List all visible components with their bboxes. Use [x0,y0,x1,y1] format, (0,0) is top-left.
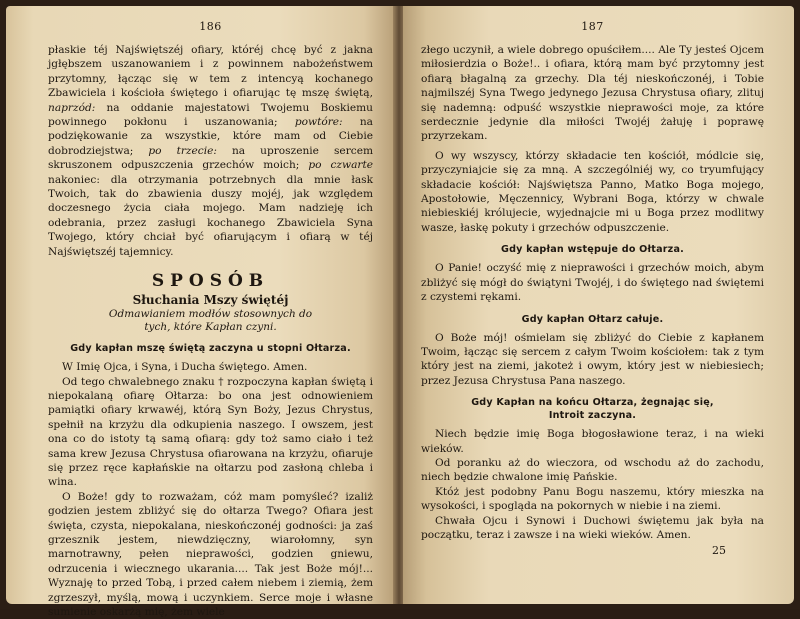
text: nakoniec: dla otrzymania potrzebnych dla mnie łask Twoich, tak do zbawienia duszy mojéj, jak względem doczesnego życia ciała mojego. Mam nadzieję ich odebrania, przez zasługi kochanego Zbawiciela Syna Twojego, który chciał być ofiarującym i ofiarą w téj Najświętszéj tajemnicy. [48,173,373,258]
text: płaskie téj Najświętszéj ofiary, któréj chcę być z jakna jgłębszem uszanowaniem i z powinnem nabożeństwem przytomny, łącząc się w tem z intencyą kochanego Zbawiciela i kościoła świętego i ofiarując tę mszę świętą, [48,44,373,100]
paragraph: O Boże mój! ośmielam się zbliżyć do Ciebie z kapłanem Twoim, łącząc się sercem z całym Twoim kościołem: tak z tym który jest na ziemi, jakoteż i owym, który jest w niebiesiech; przez Jezusa Chrystusa Pana naszego. [421,331,764,387]
paragraph: O Panie! oczyść mię z nieprawości i grzechów moich, abym zbliżyć się mógł do świątyni Twojéj, i do świętego nad świętemi z czystemi rękami. [421,262,764,304]
page-number: 186 [199,20,222,33]
page-number: 187 [581,20,604,33]
text: na podziękowanie za wszystkie, które mam od Ciebie dobrodziejstwa; [48,116,373,157]
left-page [6,6,395,618]
section-title: SPOSÓB [151,271,270,292]
paragraph: Od tego chwalebnego znaku † rozpoczyna kapłan świętą i niepokalaną ofiarę Ołtarza: bo ona jest odnowieniem pamiątki ofiary krwawéj, którą Syn Boży, Jezus Chrystus, spełnił na krzyżu dla odkupienia naszego. I owszem, jest ona co do istoty tą samą ofiarą: gdy toż samo ciało i też sama krew Jezusa Chrystusa ofiarowana na krzyżu, ofiaruje się przez ręce kapłańskie na ołtarzu pod zasłoną chleba i wina. [48,375,373,489]
section-subline: Odmawianiem modłów stosownych do [108,308,313,321]
rubric-heading: Introit zaczyna. [548,410,637,422]
paragraph: O Boże! gdy to rozważam, cóż mam pomyśleć? izaliż godzien jestem zbliżyć się do ołtarza Twego? Ofiara jest święta, czysta, niepokalana, nieskończonéj godności: ja zaś grzesznik jestem, niewdzięczny, wiarołomny, syn marnotrawny, pełen nieprawości, godzien gniewu, odrzucenia i wiecznego ukarania.... Tak jest Boże mój!... Wyznaję to przed Tobą, i przed całem niebem i ziemią, żem zgrzeszył, myślą, mową i uczynkiem. Serce moje i własne sumienie oskarżą mię, żem wiele [48,490,373,618]
paragraph: Któż jest podobny Panu Bogu naszemu, który mieszka na wysokości, i spogląda na pokornych w niebie i na ziemi. [421,485,764,513]
paragraph: Chwała Ojcu i Synowi i Duchowi świętemu jak była na początku, teraz i zawsze i na wieki wieków. Amen. [421,514,764,541]
section-subtitle: Słuchania Mszy świętéj [132,293,289,308]
rubric-heading: Gdy kapłan mszę świętą zaczyna u stopni Ołtarza. [70,343,351,355]
emphasis: po czwarte [308,159,373,172]
rubric-heading: Gdy kapłan wstępuje do Ołtarza. [501,244,684,256]
emphasis: po trzecie: [148,144,217,157]
paragraph: Niech będzie imię Boga błogosławione teraz, i na wieki wieków. [421,428,764,455]
emphasis: naprzód: [48,101,96,114]
signature-mark: 25 [712,544,726,557]
rubric-heading: Gdy Kapłan na końcu Ołtarza, żegnając się, [471,397,714,409]
right-page [403,6,794,604]
section-subline: tych, które Kapłan czyni. [144,321,277,334]
paragraph: złego uczynił, a wiele dobrego opuściłem.... Ale Ty jesteś Ojcem miłosierdzia o Boże!.. i ofiara, którą mam być przytomny jest ofiarą błagalną za grzechy. Dla téj nieskończonéj, i Tobie najmilszéj Syna Twego jedynego Jezusa Chrystusa ofiary, zlituj się nademną: odpuść wszystkie nieprawości moje, za które serdecznie jedynie dla miłości Twojéj żałuję i poprawę przyrzekam. [421,44,764,143]
text: na uproszenie sercem skruszonem odpuszczenia grzechów moich; [48,144,374,172]
paragraph: O wy wszyscy, którzy składacie ten kościół, módlcie się, przyczyniajcie się za mną. A szczególniéj wy, co tryumfujący składacie kościół: Najświętsza Panno, Matko Boga mojego, Apostołowie, Męczennicy, Wybrani Boga, którzy w chwale niebieskiéj królujecie, wyjednajcie mi u Boga przez modlitwy wasze, łaskę pokuty i grzechów odpuszczenie. [421,149,764,234]
text: na oddanie majestatowi Twojemu Boskiemu powinnego pokłonu i uszanowania; [48,101,373,129]
rubric-heading: Gdy kapłan Ołtarz całuje. [521,313,664,325]
paragraph: Od poranku aż do wieczora, od wschodu aż do zachodu, niech będzie chwalone imię Pańskie. [421,456,764,484]
paragraph: W Imię Ojca, i Syna, i Ducha świętego. Amen. [62,361,308,374]
paragraph [48,43,373,259]
emphasis: powtóre: [294,116,343,129]
